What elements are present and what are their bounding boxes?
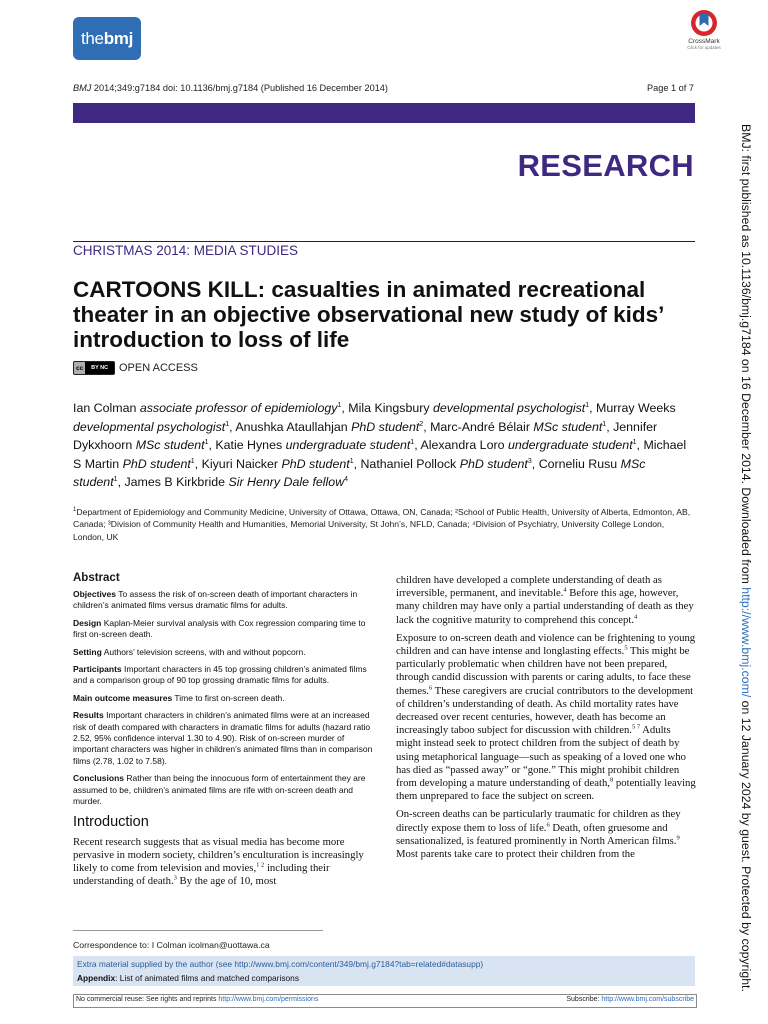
author-role: developmental psychologist bbox=[433, 401, 586, 415]
abstract-item-label: Design bbox=[73, 617, 102, 628]
author-name: James B Kirkbride bbox=[124, 475, 225, 489]
author-name: Murray Weeks bbox=[596, 401, 676, 415]
extra-material-link[interactable]: Extra material supplied by the author (see http://www.bmj.com/content/349/bmj.g7184?tab=related#datasupp) bbox=[77, 959, 484, 969]
author bbox=[73, 401, 341, 415]
author-name: Katie Hynes bbox=[215, 438, 283, 452]
author-affiliation: 1 bbox=[585, 401, 590, 409]
author-name: Mila Kingsbury bbox=[348, 401, 430, 415]
download-watermark bbox=[733, 124, 753, 992]
watermark-text: BMJ: first published as 10.1136/bmj.g7184 on 16 December 2014. Downloaded from http://www.bmj.com/ on 12 January 2024 by guest. Protected by copyright. bbox=[739, 124, 753, 992]
extra-material-box bbox=[73, 956, 695, 986]
author-role: undergraduate student bbox=[285, 438, 411, 452]
abstract-item-text: Important characters in 45 top grossing children’s animated films and a comparison group of 90 top grossing dramatic films for adults. bbox=[73, 664, 367, 686]
author-affiliation: 1 bbox=[410, 438, 415, 446]
author-affiliation: 1 bbox=[204, 438, 209, 446]
author-role: MSc student bbox=[73, 456, 646, 489]
abstract-item bbox=[73, 693, 373, 704]
appendix-text: : List of animated films and matched comparisons bbox=[115, 973, 300, 983]
author-role: Sir Henry Dale fellow bbox=[228, 475, 345, 489]
crossmark-label: CrossMark bbox=[688, 38, 720, 45]
abstract-item bbox=[73, 589, 373, 612]
author-role: PhD student bbox=[459, 456, 528, 471]
left-column bbox=[73, 572, 373, 888]
header-band bbox=[73, 103, 695, 123]
author-name: Corneliu Rusu bbox=[538, 456, 618, 471]
author bbox=[348, 401, 589, 415]
correspondence: Correspondence to: I Colman icolman@uottawa.ca bbox=[73, 940, 270, 950]
author-affiliation: 1 bbox=[632, 438, 637, 446]
abstract-item-text: Kaplan-Meier survival analysis with Cox regression comparing time to first on-screen death. bbox=[73, 617, 366, 640]
author bbox=[420, 438, 636, 452]
cc-license-icon[interactable]: cc BY NC bbox=[73, 361, 115, 375]
crossmark-icon bbox=[689, 8, 719, 38]
logo-brand: bmj bbox=[103, 28, 134, 48]
right-column bbox=[396, 574, 696, 866]
page-number: Page 1 of 7 bbox=[647, 83, 694, 93]
author bbox=[202, 457, 354, 471]
abstract-item-label: Objectives bbox=[73, 589, 116, 599]
citation-line bbox=[73, 83, 388, 93]
author-name: Alexandra Loro bbox=[420, 438, 505, 452]
body-paragraph: On-screen deaths can be particularly traumatic for children as they directly expose them to loss of life.$^6$ Death, often gruesome and sensationalized, is featured prominently in North American films.$^9$ Most parents take care to protect their children from the bbox=[396, 808, 681, 861]
permissions-link[interactable]: http://www.bmj.com/permissions bbox=[218, 996, 319, 1003]
section-label: CHRISTMAS 2014: MEDIA STUDIES bbox=[73, 243, 299, 258]
crossmark-badge[interactable] bbox=[682, 8, 726, 62]
author-affiliation: 3 bbox=[527, 457, 532, 465]
affiliations-text: Department of Epidemiology and Community Medicine, University of Ottawa, Ottawa, ON, Canada; ²School of Public Health, University of Alberta, Edmonton, AB, Canada; ³Division of Community Health and Humanities, Memorial University, St John’s, NFLD, Canada; ⁴Division of Psychiatry, University College London, London, UK bbox=[73, 506, 691, 542]
abstract-item-text: Important characters in children’s animated films were at an increased risk of death compared with characters in dramatic films for adults (hazard ratio 2.52, 95% confidence interval 1.30 to 4.90). Risk of on-screen murder of important characters was higher in children’s animated films than in comparison films (2.78, 1.02 to 7.58). bbox=[73, 710, 373, 766]
abstract-item bbox=[73, 664, 373, 687]
abstract-heading: Abstract bbox=[73, 572, 120, 584]
author-affiliation: 1 bbox=[113, 475, 118, 483]
subscribe-link[interactable]: http://www.bmj.com/subscribe bbox=[601, 996, 694, 1003]
abstract-item-label: Main outcome measures bbox=[73, 692, 173, 703]
bottom-info-box bbox=[73, 994, 697, 1008]
watermark-link[interactable]: http://www.bmj.com/ bbox=[739, 587, 753, 698]
author bbox=[124, 475, 348, 489]
author-role: developmental psychologist bbox=[73, 419, 226, 434]
abstract-item-label: Conclusions bbox=[73, 773, 125, 784]
author-name: Kiyuri Naicker bbox=[201, 456, 279, 471]
citation-details: 2014;349:g7184 doi: 10.1136/bmj.g7184 (Published 16 December 2014) bbox=[91, 83, 388, 93]
crossmark-sublabel: Click for updates bbox=[687, 45, 721, 50]
citation-journal: BMJ bbox=[73, 83, 92, 93]
author-affiliation: 1 bbox=[337, 401, 342, 409]
author-list: Ian Colman associate professor of epidemiology$^1$, Mila Kingsbury developmental psychologist$^1$, Murray Weeks developmental psychologist$^1$, Anushka Ataullahjan PhD student$^2$, Marc-André Bélair MSc student$^1$, Jennifer Dykxhoorn MSc student$^1$, Katie Hynes undergraduate student$^1$, Alexandra Loro undergraduate student$^1$, Michael S Martin PhD student$^1$, Kiyuri Naicker PhD student$^1$, Nathaniel Pollock PhD student$^3$, Corneliu Rusu MSc student$^1$, James B Kirkbride Sir Henry Dale fellow$^4$ bbox=[73, 401, 687, 489]
author-name: Ian Colman bbox=[73, 401, 137, 415]
author-role: associate professor of epidemiology bbox=[139, 401, 338, 415]
body-paragraph: children have developed a complete understanding of death as irreversible, permanent, and inevitable.$^4$ Before this age, however, many children may have only a partial understanding of death as they lack the cognitive maturity to comprehend this concept.$^4$ bbox=[396, 574, 694, 626]
bmj-logo[interactable] bbox=[73, 17, 141, 60]
author-affiliation: 1 bbox=[225, 420, 230, 428]
abstract-item-text: Time to first on-screen death. bbox=[172, 692, 285, 703]
abstract-item-label: Results bbox=[73, 710, 104, 721]
abstract-body bbox=[73, 589, 373, 808]
author bbox=[235, 420, 423, 434]
author-name: Marc-André Bélair bbox=[430, 419, 530, 434]
author-role: PhD student bbox=[351, 419, 420, 434]
author-affiliation: 1 bbox=[349, 457, 354, 465]
body-paragraph: Exposure to on-screen death and violence can be frightening to young children and can have intense and longlasting effects.$^5$ This might be particularly problematic when children have not been prepared, through candid discussion with parents or caring adults, to face these themes.$^6$ These caregivers are crucial contributors to the development of children’s understanding of death. As child mortality rates have decreased over recent centuries, however, death has become an increasingly taboo subject for discussion with children.$^{5 7}$ Adults might instead seek to protect children from the subject of death by using metaphorical language—such as speaking of a loved one who has died as “passed away” or “gone.” This might prohibit children from developing a mature understanding of death,$^8$ potentially leaving them unprepared to face the subject on screen. bbox=[396, 631, 696, 803]
subscribe-notice: Subscribe: http://www.bmj.com/subscribe bbox=[566, 996, 694, 1003]
section-divider bbox=[73, 241, 695, 242]
article-title: CARTOONS KILL: casualties in animated recreational theater in an objective observational new study of kids’ introduction to loss of life bbox=[73, 277, 664, 352]
abstract-item bbox=[73, 773, 373, 807]
abstract-item-label: Participants bbox=[73, 664, 122, 675]
author-name: Anushka Ataullahjan bbox=[235, 419, 348, 434]
abstract-item bbox=[73, 647, 373, 658]
author-name: Michael S Martin bbox=[73, 438, 687, 471]
open-access-row bbox=[73, 361, 198, 375]
appendix-label: Appendix bbox=[77, 973, 116, 983]
author-affiliation: 2 bbox=[419, 420, 424, 428]
footnote-divider bbox=[73, 930, 323, 931]
abstract-item-text: Authors’ television screens, with and without popcorn. bbox=[101, 646, 306, 657]
author-affiliation: 1 bbox=[190, 457, 195, 465]
reuse-notice: No commercial reuse: See rights and reprints http://www.bmj.com/permissions bbox=[76, 996, 319, 1003]
logo-prefix: the bbox=[80, 28, 104, 48]
introduction-heading: Introduction bbox=[73, 813, 149, 830]
abstract-item-text: To assess the risk of on-screen death of important characters in children’s animated films versus dramatic films for adults. bbox=[73, 589, 358, 611]
author bbox=[360, 457, 531, 471]
author-name: Nathaniel Pollock bbox=[360, 456, 457, 471]
author bbox=[215, 438, 414, 452]
abstract-item bbox=[73, 618, 373, 641]
article-type-heading: RESEARCH bbox=[517, 148, 694, 183]
abstract-item-text: Rather than being the innocuous form of entertainment they are assumed to be, children’s animated films are rife with on-screen death and murder. bbox=[73, 773, 366, 807]
author bbox=[430, 420, 606, 434]
affiliations bbox=[73, 504, 695, 543]
author-name: Jennifer Dykxhoorn bbox=[73, 419, 658, 452]
affiliation-mark: 1 bbox=[73, 507, 77, 513]
author-role: undergraduate student bbox=[507, 438, 633, 452]
introduction-paragraph: Recent research suggests that as visual media has become more pervasive in modern society, children’s enculturation is increasingly likely to come from television and movies,$^{1 2}$ including their understanding of death.$^3$ By the age of 10, most bbox=[73, 835, 364, 888]
author-role: MSc student bbox=[135, 438, 205, 452]
author-role: MSc student bbox=[533, 419, 603, 434]
abstract-item bbox=[73, 710, 373, 767]
author-affiliation: 4 bbox=[344, 475, 349, 483]
author-role: PhD student bbox=[281, 456, 350, 471]
open-access-label: OPEN ACCESS bbox=[119, 362, 198, 374]
author-affiliation: 1 bbox=[602, 420, 607, 428]
abstract-item-label: Setting bbox=[73, 646, 102, 657]
appendix-line bbox=[77, 973, 299, 983]
author-role: PhD student bbox=[122, 456, 191, 471]
